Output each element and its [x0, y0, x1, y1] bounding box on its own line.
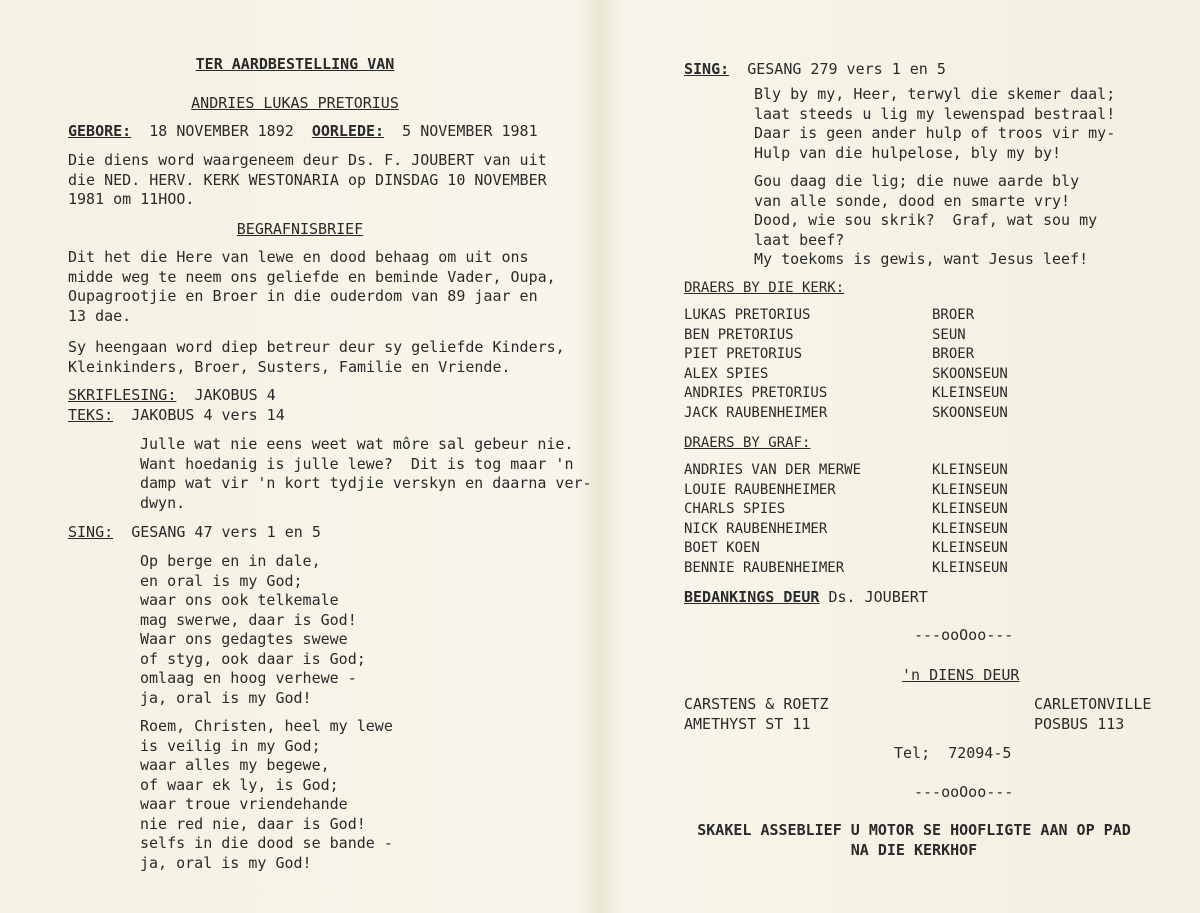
- undertaker-town: CARLETONVILLE: [1034, 695, 1152, 713]
- bearer-role: KLEINSEUN: [932, 520, 1008, 537]
- divider-bottom: ---ooOoo---: [914, 783, 1014, 801]
- bearer-role: KLEINSEUN: [932, 462, 1008, 478]
- mourners: [68, 338, 565, 377]
- hymn279-verse1: [754, 85, 1115, 163]
- letter-line: Oupagrootjie en Broer in die ouderdom van 89 jaar en: [68, 287, 538, 305]
- bearer-name: ALEX SPIES: [684, 365, 769, 382]
- undertaker-box: POSBUS 113: [1034, 715, 1125, 733]
- hymn-line: selfs in die dood se bande -: [140, 834, 393, 852]
- bearer-name: LUKAS PRETORIUS: [684, 307, 811, 323]
- quote-line: Want hoedanig is julle lewe? Dit is tog maar 'n: [140, 454, 574, 473]
- letter-body: [68, 248, 556, 326]
- mourn-line: Sy heengaan word diep betreur deur sy geliefde Kinders,: [68, 338, 565, 356]
- church-bearers-heading: DRAERS BY DIE KERK:: [684, 280, 845, 296]
- bearer-name: PIET PRETORIUS: [684, 346, 803, 362]
- service-line: Die diens word waargeneem deur Ds. F. JOUBERT van uit: [68, 151, 547, 169]
- hymn-line: waar ons ook telkemale: [140, 591, 339, 609]
- headlights-notice-line1: SKAKEL ASSEBLIEF U MOTOR SE HOOFLIGTE AAN OP PAD: [697, 821, 1131, 839]
- hymn-line: Daar is geen ander hulp of troos vir my-: [754, 124, 1116, 142]
- quote-line: Julle wat nie eens weet wat môre sal gebeur nie.: [140, 435, 574, 453]
- thanks-value: Ds. JOUBERT: [828, 588, 928, 606]
- sing-label: SING:: [68, 523, 114, 541]
- letter-line: Dit het die Here van lewe en dood behaag om uit ons: [68, 248, 529, 266]
- sing-label: SING:: [684, 60, 730, 78]
- reading-label: SKRIFLESING:: [68, 386, 177, 404]
- hymn-line: nie red nie, daar is God!: [140, 814, 366, 833]
- hymn-line: laat beef?: [754, 230, 845, 249]
- text-row: [68, 406, 285, 425]
- hymn-line: ja, oral is my God!: [140, 688, 312, 707]
- bearer-role: SKOONSEUN: [932, 404, 1008, 421]
- service-line: die NED. HERV. KERK WESTONARIA op DINSDAG 10 NOVEMBER: [68, 170, 547, 189]
- undertaker-name: CARSTENS & ROETZ: [684, 695, 829, 713]
- telephone-row: [894, 744, 1011, 763]
- letter-heading: BEGRAFNISBRIEF: [236, 220, 364, 238]
- tel-label: Tel;: [894, 744, 931, 762]
- hymn-line: omlaag en hoog verhewe -: [140, 669, 357, 687]
- bearer-role: KLEINSEUN: [932, 559, 1008, 576]
- hymn-line: ja, oral is my God!: [140, 853, 312, 872]
- hymn-line: waar alles my begewe,: [140, 756, 330, 774]
- text-label: TEKS:: [68, 406, 114, 424]
- bearer-name: NICK RAUBENHEIMER: [684, 520, 828, 537]
- divider-top: ---ooOoo---: [914, 626, 1014, 644]
- sing-row-left: [68, 523, 321, 542]
- bearer-role: SEUN: [932, 326, 966, 343]
- hymn-line: Gou daag die lig; die nuwe aarde bly: [754, 172, 1080, 190]
- bearer-name: BEN PRETORIUS: [684, 326, 794, 343]
- hymn-line: mag swerwe, daar is God!: [140, 610, 357, 629]
- bearer-name: ANDRIES VAN DER MERWE: [684, 462, 862, 478]
- quote-line: dwyn.: [140, 493, 186, 512]
- born-date: 18 NOVEMBER 1892: [149, 122, 294, 140]
- headlights-notice-line2: NA DIE KERKHOF: [850, 841, 978, 859]
- hymn-line: van alle sonde, dood en smarte vry!: [754, 191, 1071, 210]
- quote-line: damp wat vir 'n kort tydjie verskyn en daarna ver-: [140, 474, 592, 492]
- service-line: 1981 om 11HOO.: [68, 190, 195, 208]
- sing-value: GESANG 47 vers 1 en 5: [131, 523, 321, 541]
- hymn-line: of waar ek ly, is God;: [140, 775, 339, 794]
- hymn-line: Roem, Christen, heel my lewe: [140, 717, 393, 735]
- bearer-name: BENNIE RAUBENHEIMER: [684, 559, 845, 576]
- program-title: TER AARDBESTELLING VAN: [195, 55, 395, 73]
- bearer-name: ANDRIES PRETORIUS: [684, 385, 828, 401]
- bearer-role: KLEINSEUN: [932, 481, 1008, 498]
- deceased-name: ANDRIES LUKAS PRETORIUS: [191, 94, 399, 112]
- bearer-role: KLEINSEUN: [932, 501, 1008, 517]
- letter-line: midde weg te neem ons geliefde en beminde Vader, Oupa,: [68, 267, 556, 286]
- bearer-name: BOET KOEN: [684, 540, 760, 556]
- bearer-role: KLEINSEUN: [932, 540, 1008, 556]
- sing-row-right: [684, 60, 946, 79]
- thanks-row: [684, 588, 928, 607]
- bearer-name: CHARLS SPIES: [684, 501, 786, 517]
- hymn-line: Hulp van die hulpelose, bly my by!: [754, 143, 1062, 162]
- hymn-line: My toekoms is gewis, want Jesus leef!: [754, 250, 1089, 268]
- hymn-line: laat steeds u lig my lewenspad bestraal!: [754, 104, 1116, 123]
- hymn47-verse5: [140, 717, 393, 873]
- hymn-line: waar troue vriendehande: [140, 795, 348, 813]
- hymn47-verse1: [140, 552, 366, 708]
- right-page: [640, 0, 1200, 913]
- hymn279-verse5: [754, 172, 1097, 270]
- tel-value: 72094-5: [948, 744, 1012, 762]
- hymn-line: Dood, wie sou skrik? Graf, wat sou my: [754, 211, 1098, 229]
- bearer-role: BROER: [932, 307, 975, 323]
- undertaker-street: AMETHYST ST 11: [684, 715, 811, 733]
- service-info: [68, 151, 547, 210]
- grave-bearers-heading: DRAERS BY GRAF:: [684, 435, 811, 451]
- dates-row: [68, 122, 538, 141]
- hymn-line: Op berge en in dale,: [140, 552, 321, 570]
- died-date: 5 NOVEMBER 1981: [402, 122, 538, 140]
- scripture-quote: [140, 435, 592, 513]
- died-label: OORLEDE:: [311, 122, 385, 140]
- sing-value: GESANG 279 vers 1 en 5: [747, 60, 946, 78]
- text-value: JAKOBUS 4 vers 14: [131, 406, 285, 424]
- hymn-line: Waar ons gedagtes swewe: [140, 630, 348, 648]
- bearer-role: KLEINSEUN: [932, 385, 1008, 401]
- letter-line: 13 dae.: [68, 306, 132, 325]
- mourn-line: Kleinkinders, Broer, Susters, Familie en Vriende.: [68, 357, 511, 376]
- born-label: GEBORE:: [68, 122, 132, 140]
- bearer-role: BROER: [932, 346, 975, 362]
- hymn-line: is veilig in my God;: [140, 736, 321, 755]
- bearer-role: SKOONSEUN: [932, 365, 1008, 382]
- bearer-name: LOUIE RAUBENHEIMER: [684, 481, 836, 498]
- hymn-line: of styg, ook daar is God;: [140, 649, 366, 668]
- reading-row: [68, 386, 276, 405]
- hymn-line: en oral is my God;: [140, 571, 303, 590]
- reading-value: JAKOBUS 4: [194, 386, 276, 404]
- bearer-name: JACK RAUBENHEIMER: [684, 404, 828, 421]
- thanks-label: BEDANKINGS DEUR: [684, 588, 820, 606]
- service-by: 'n DIENS DEUR: [902, 666, 1020, 684]
- hymn-line: Bly by my, Heer, terwyl die skemer daal;: [754, 85, 1116, 103]
